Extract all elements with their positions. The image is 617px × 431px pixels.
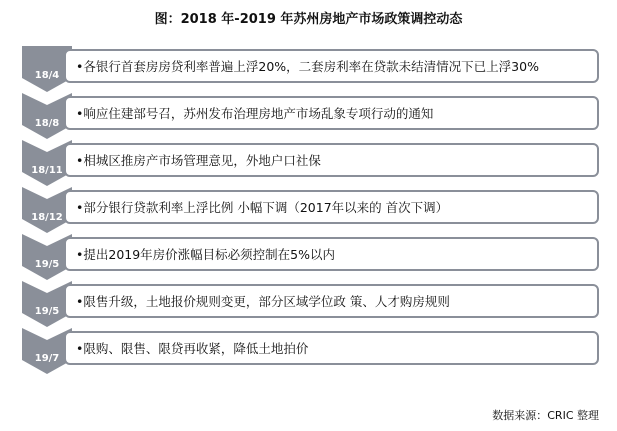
event-box [64,237,599,271]
event-date: 18/8 [34,118,60,129]
timeline-row [22,187,607,227]
event-box [64,49,599,83]
event-date: 18/11 [31,165,63,176]
event-date: 19/5 [34,259,60,270]
event-box [64,331,599,365]
event-date: 19/5 [34,306,60,317]
chart-title: 图：2018 年-2019 年苏州房地产市场政策调控动态 [154,12,463,27]
timeline-row [22,328,607,368]
event-date: 18/4 [34,70,60,81]
event-text: •限购、限售、限贷再收紧，降低土地拍价 [76,341,309,356]
timeline-row [22,281,607,321]
timeline-row [22,46,607,86]
event-text: •部分银行贷款利率上浮比例 小幅下调（2017年以来的 首次下调） [76,200,449,215]
event-text: •限售升级，土地报价规则变更，部分区域学位政 策、人才购房规则 [76,294,450,309]
event-box [64,143,599,177]
event-text: •响应住建部号召，苏州发布治理房地产市场乱象专项行动的通知 [76,106,434,121]
event-box [64,284,599,318]
timeline-row [22,234,607,274]
data-source-note: 数据来源：CRIC 整理 [492,409,599,422]
event-date: 18/12 [31,212,63,223]
event-box [64,96,599,130]
event-text: •提出2019年房价涨幅目标必须控制在5%以内 [76,247,336,262]
timeline-row [22,93,607,133]
event-text: •各银行首套房房贷利率普遍上浮20%，二套房利率在贷款未结清情况下已上浮30% [76,59,539,74]
event-text: •相城区推房产市场管理意见，外地户口社保 [76,153,321,168]
timeline-row [22,140,607,180]
event-box [64,190,599,224]
event-date: 19/7 [34,353,60,364]
